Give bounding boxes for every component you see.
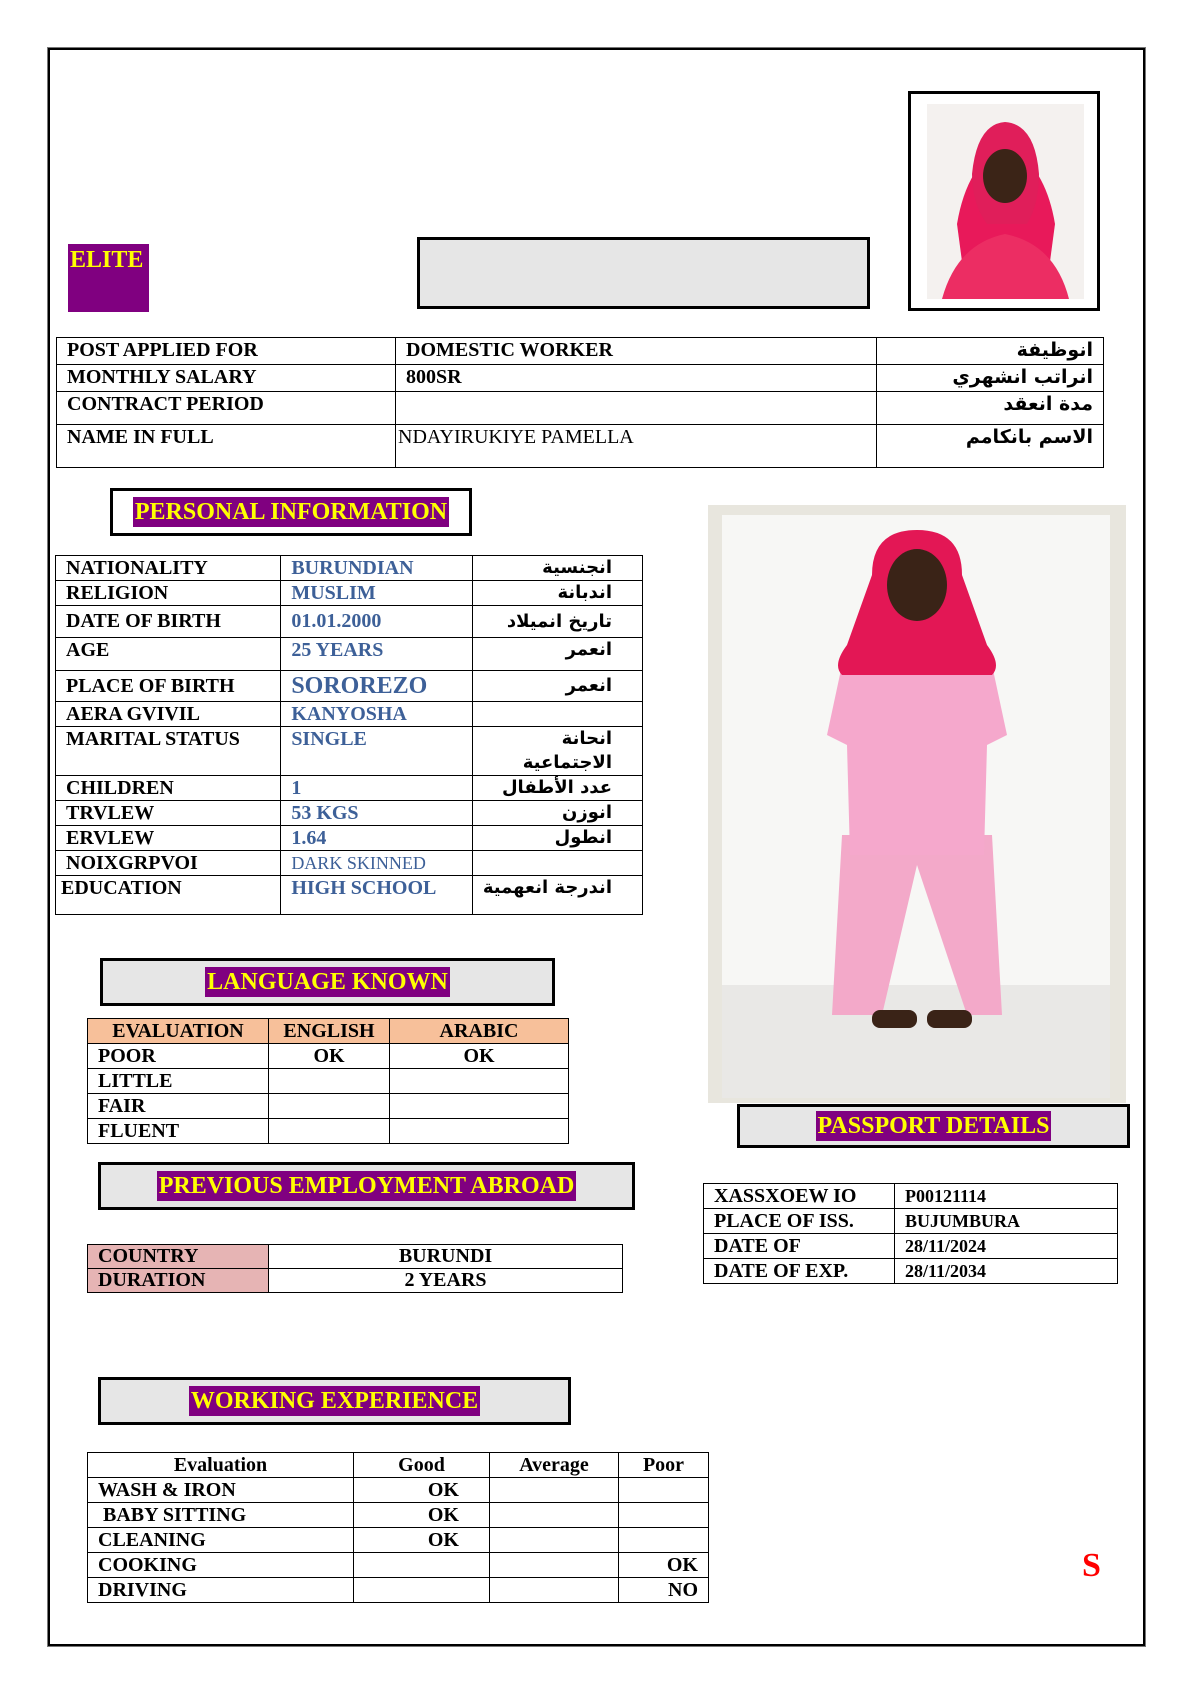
row-value: 25 YEARS <box>281 638 472 671</box>
row-arabic: انعمر <box>472 671 642 702</box>
task-label: WASH & IRON <box>88 1478 354 1503</box>
country-value: BURUNDI <box>269 1245 623 1269</box>
table-row <box>704 1184 1118 1209</box>
column-header: EVALUATION <box>88 1019 269 1044</box>
english-value <box>269 1119 390 1144</box>
table-row <box>88 1269 623 1293</box>
row-label: CHILDREN <box>56 776 281 801</box>
column-header: Average <box>490 1453 619 1478</box>
average-value <box>490 1478 619 1503</box>
average-value <box>490 1528 619 1553</box>
section-title: PREVIOUS EMPLOYMENT ABROAD <box>158 1173 575 1199</box>
arabic-value: OK <box>390 1044 569 1069</box>
table-row <box>88 1069 569 1094</box>
country-label: COUNTRY <box>88 1245 269 1269</box>
personal-info-table <box>55 555 643 915</box>
working-experience-header <box>98 1377 571 1425</box>
table-row <box>57 425 1104 468</box>
good-value <box>354 1553 490 1578</box>
table-row <box>56 776 643 801</box>
row-label: NATIONALITY <box>56 556 281 581</box>
average-value <box>490 1578 619 1603</box>
row-label: DATE OF BIRTH <box>56 606 281 638</box>
table-row <box>57 392 1104 425</box>
passport-value: 28/11/2034 <box>895 1259 1118 1284</box>
working-experience-table <box>87 1452 709 1603</box>
portrait-illustration <box>927 104 1084 299</box>
good-value: OK <box>354 1528 490 1553</box>
passport-label: DATE OF <box>704 1234 895 1259</box>
signature-mark: S <box>1082 1547 1101 1584</box>
section-title: LANGUAGE KNOWN <box>207 969 448 995</box>
row-label: TRVLEW <box>56 801 281 826</box>
section-title: PERSONAL INFORMATION <box>134 499 448 525</box>
duration-label: DURATION <box>88 1269 269 1293</box>
table-row <box>88 1478 709 1503</box>
table-row <box>56 851 643 876</box>
field-value <box>396 392 877 425</box>
row-value: 53 KGS <box>281 801 472 826</box>
row-label: PLACE OF BIRTH <box>56 671 281 702</box>
field-label: POST APPLIED FOR <box>57 338 396 365</box>
passport-table <box>703 1183 1118 1284</box>
table-row <box>88 1119 569 1144</box>
table-header-row <box>88 1453 709 1478</box>
table-row <box>704 1209 1118 1234</box>
table-row <box>56 556 643 581</box>
row-value: SINGLE <box>281 727 472 776</box>
row-arabic: انوزن <box>472 801 642 826</box>
row-value: MUSLIM <box>281 581 472 606</box>
row-label: AGE <box>56 638 281 671</box>
passport-value: 28/11/2024 <box>895 1234 1118 1259</box>
row-value: BURUNDIAN <box>281 556 472 581</box>
field-value: 800SR <box>396 365 877 392</box>
average-value <box>490 1503 619 1528</box>
table-header-row <box>88 1019 569 1044</box>
row-arabic: اندرجة انعهمية <box>472 876 642 915</box>
row-arabic: تاريخ انميلاد <box>472 606 642 638</box>
previous-employment-header <box>98 1162 635 1210</box>
portrait-photo <box>908 91 1100 311</box>
english-value <box>269 1094 390 1119</box>
row-arabic: انجنسية <box>472 556 642 581</box>
row-label: ERVLEW <box>56 826 281 851</box>
arabic-value <box>390 1069 569 1094</box>
row-label: NOIXGRPVOI <box>56 851 281 876</box>
blank-header-box <box>417 237 870 309</box>
task-label: DRIVING <box>88 1578 354 1603</box>
field-arabic: الاسم بانكامم <box>877 425 1104 468</box>
table-row <box>57 338 1104 365</box>
task-label: CLEANING <box>88 1528 354 1553</box>
passport-header <box>737 1104 1130 1148</box>
row-value: SOROREZO <box>281 671 472 702</box>
passport-label: DATE OF EXP. <box>704 1259 895 1284</box>
good-value <box>354 1578 490 1603</box>
passport-value: P00121114 <box>895 1184 1118 1209</box>
table-row <box>704 1259 1118 1284</box>
arabic-value <box>390 1119 569 1144</box>
row-value: 1.64 <box>281 826 472 851</box>
row-arabic: انطول <box>472 826 642 851</box>
table-row <box>88 1578 709 1603</box>
field-label: MONTHLY SALARY <box>57 365 396 392</box>
field-label: NAME IN FULL <box>57 425 396 468</box>
full-body-photo <box>708 505 1126 1103</box>
good-value: OK <box>354 1478 490 1503</box>
poor-value <box>619 1528 709 1553</box>
row-value: DARK SKINNED <box>281 851 472 876</box>
table-row <box>57 365 1104 392</box>
row-label: MARITAL STATUS <box>56 727 281 776</box>
section-title: PASSPORT DETAILS <box>817 1113 1050 1139</box>
previous-employment-table <box>87 1244 623 1293</box>
field-value: DOMESTIC WORKER <box>396 338 877 365</box>
table-row <box>56 876 643 915</box>
poor-value: OK <box>619 1553 709 1578</box>
table-row <box>704 1234 1118 1259</box>
arabic-value <box>390 1094 569 1119</box>
english-value: OK <box>269 1044 390 1069</box>
table-row <box>56 826 643 851</box>
row-value: KANYOSHA <box>281 702 472 727</box>
language-level: FAIR <box>88 1094 269 1119</box>
language-table <box>87 1018 569 1144</box>
good-value: OK <box>354 1503 490 1528</box>
column-header: ENGLISH <box>269 1019 390 1044</box>
passport-label: PLACE OF ISS. <box>704 1209 895 1234</box>
top-info-table <box>56 337 1104 468</box>
table-row <box>56 638 643 671</box>
table-row <box>88 1044 569 1069</box>
task-label: BABY SITTING <box>88 1503 354 1528</box>
language-level: POOR <box>88 1044 269 1069</box>
row-label: AERA GVIVIL <box>56 702 281 727</box>
field-arabic: انوظيفة <box>877 338 1104 365</box>
poor-value <box>619 1503 709 1528</box>
duration-value: 2 YEARS <box>269 1269 623 1293</box>
language-level: LITTLE <box>88 1069 269 1094</box>
row-arabic: انحانة الاجتماعية <box>472 727 642 776</box>
table-row <box>56 801 643 826</box>
language-header <box>100 958 555 1006</box>
row-arabic <box>472 702 642 727</box>
field-value: NDAYIRUKIYE PAMELLA <box>396 425 877 468</box>
agency-label: ELITE <box>68 244 149 312</box>
column-header: Poor <box>619 1453 709 1478</box>
column-header: Good <box>354 1453 490 1478</box>
row-value: 01.01.2000 <box>281 606 472 638</box>
row-label: RELIGION <box>56 581 281 606</box>
table-row <box>56 606 643 638</box>
field-label: CONTRACT PERIOD <box>57 392 396 425</box>
row-arabic <box>472 851 642 876</box>
full-body-illustration <box>722 515 1110 1098</box>
table-row <box>88 1094 569 1119</box>
task-label: COOKING <box>88 1553 354 1578</box>
english-value <box>269 1069 390 1094</box>
table-row <box>56 671 643 702</box>
poor-value <box>619 1478 709 1503</box>
personal-info-header <box>110 488 472 536</box>
passport-label: XASSXOEW IO <box>704 1184 895 1209</box>
table-row <box>88 1528 709 1553</box>
table-row <box>56 702 643 727</box>
table-row <box>88 1503 709 1528</box>
field-arabic: مدة انعقد <box>877 392 1104 425</box>
field-arabic: انراتب انشهري <box>877 365 1104 392</box>
average-value <box>490 1553 619 1578</box>
table-row <box>56 581 643 606</box>
poor-value: NO <box>619 1578 709 1603</box>
row-arabic: اندبانة <box>472 581 642 606</box>
language-level: FLUENT <box>88 1119 269 1144</box>
section-title: WORKING EXPERIENCE <box>190 1388 479 1414</box>
row-arabic: عدد الأطفال <box>472 776 642 801</box>
table-row <box>56 727 643 776</box>
row-value: 1 <box>281 776 472 801</box>
row-arabic: انعمر <box>472 638 642 671</box>
row-value: HIGH SCHOOL <box>281 876 472 915</box>
column-header: ARABIC <box>390 1019 569 1044</box>
table-row <box>88 1553 709 1578</box>
row-label: EDUCATION <box>56 876 281 915</box>
table-row <box>88 1245 623 1269</box>
passport-value: BUJUMBURA <box>895 1209 1118 1234</box>
column-header: Evaluation <box>88 1453 354 1478</box>
